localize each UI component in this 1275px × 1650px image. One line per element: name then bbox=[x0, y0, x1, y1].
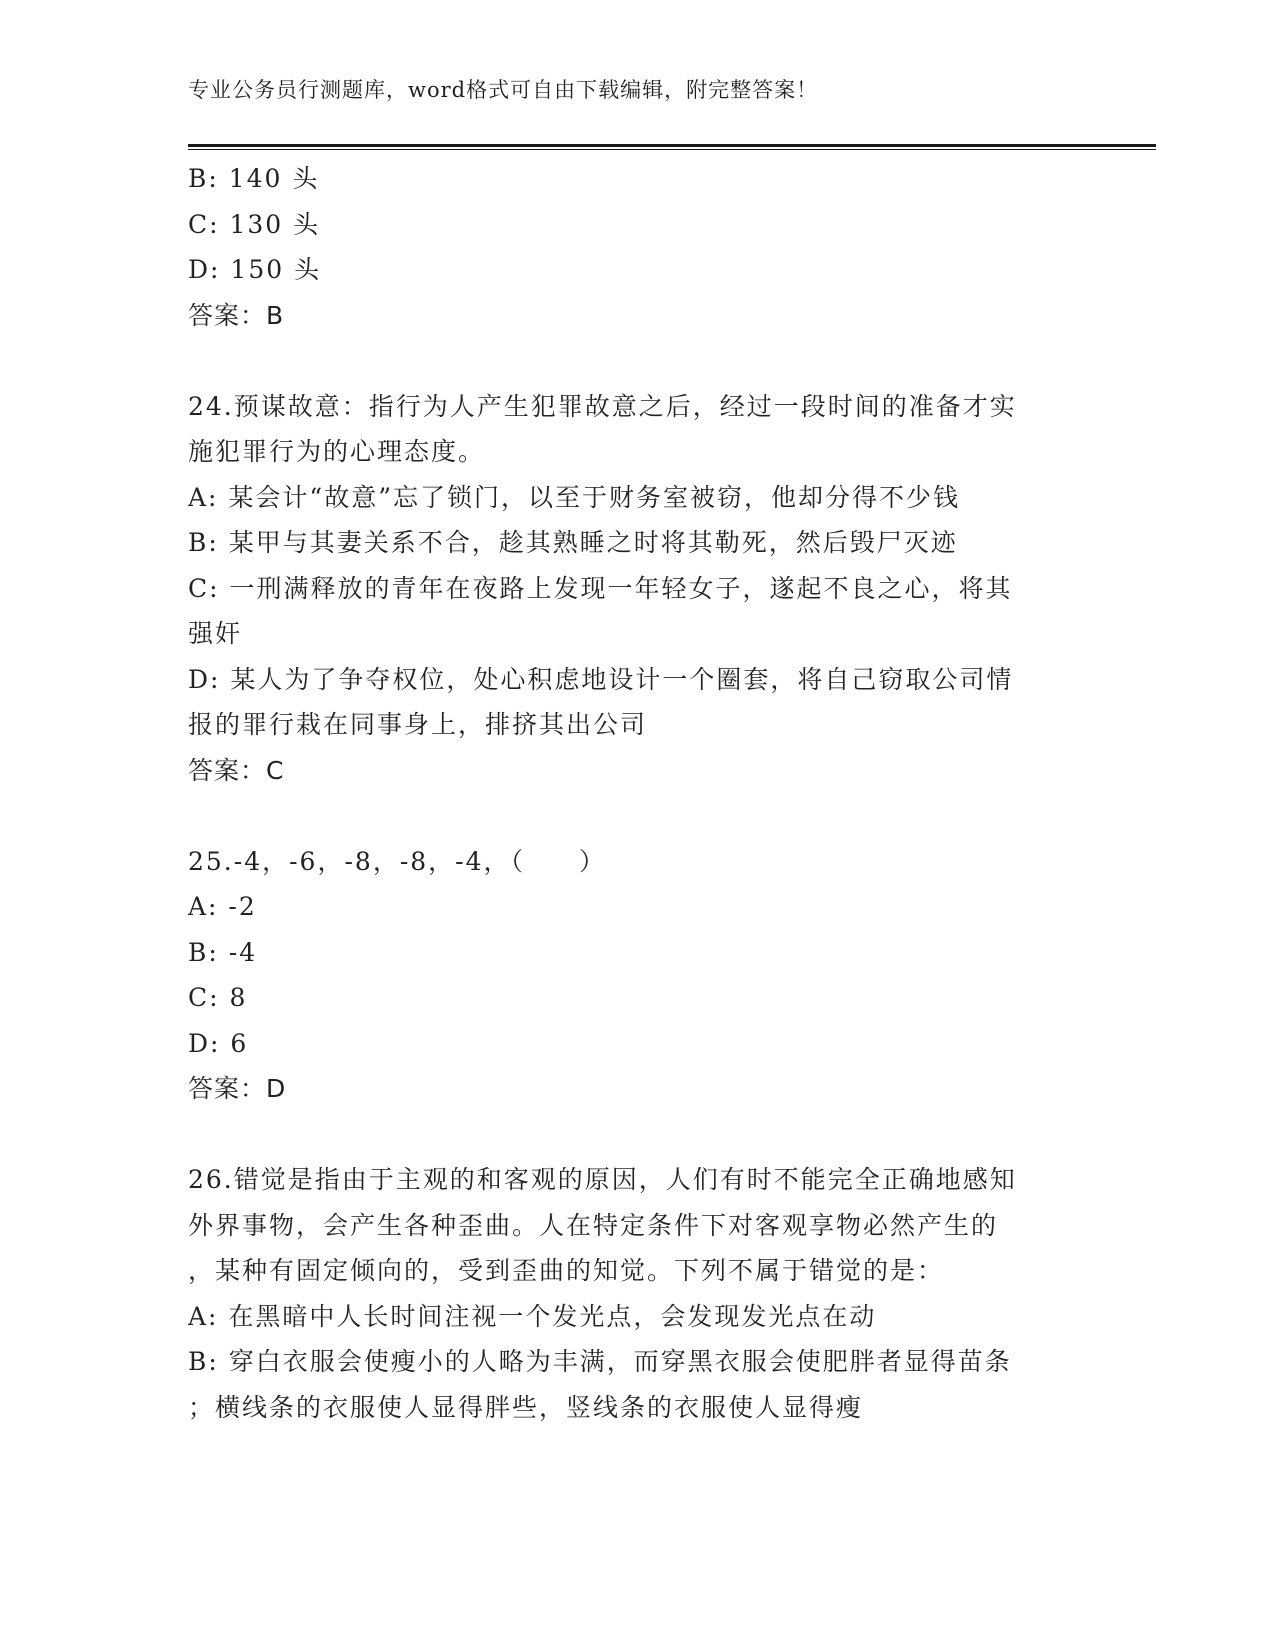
q24-option-b: B: 某甲与其妻关系不合，趁其熟睡之时将其勒死，然后毁尸灭迹 bbox=[188, 528, 958, 557]
q26-option-b: B: 穿白衣服会使瘦小的人略为丰满，而穿黑衣服会使肥胖者显得苗条 bbox=[188, 1347, 1012, 1376]
q26-stem-line-1: 26.错觉是指由于主观的和客观的原因，人们有时不能完全正确地感知 bbox=[188, 1165, 1017, 1194]
q24-answer: 答案：C bbox=[188, 755, 285, 785]
header-rule-thin bbox=[188, 149, 1156, 150]
q26-stem-line-2: 外界事物，会产生各种歪曲。人在特定条件下对客观享物必然产生的 bbox=[188, 1210, 999, 1240]
question-content bbox=[188, 156, 1088, 1430]
q24-option-c-cont: 强奸 bbox=[188, 619, 243, 648]
q24-option-c: C: 一刑满释放的青年在夜路上发现一年轻女子，遂起不良之心，将其 bbox=[188, 573, 1013, 603]
q23-option-c: C: 130 头 bbox=[188, 209, 321, 239]
q24-stem-line-2: 施犯罪行为的心理态度。 bbox=[188, 437, 486, 466]
spacer bbox=[188, 1112, 1088, 1158]
q25-answer: 答案：D bbox=[188, 1074, 287, 1103]
q25-option-b: B: -4 bbox=[188, 937, 258, 967]
page-header: 专业公务员行测题库，word格式可自由下载编辑，附完整答案！ bbox=[188, 78, 819, 102]
q26-option-a: A: 在黑暗中人长时间注视一个发光点，会发现发光点在动 bbox=[188, 1301, 877, 1331]
q23-option-b: B: 140 头 bbox=[188, 164, 320, 193]
q25-option-a: A: -2 bbox=[188, 892, 257, 921]
q26-option-b-cont: ；横线条的衣服使人显得胖些，竖线条的衣服使人显得瘦 bbox=[188, 1392, 864, 1422]
spacer bbox=[188, 793, 1088, 839]
q24-option-a: A: 某会计“故意”忘了锁门，以至于财务室被窃，他却分得不少钱 bbox=[188, 482, 960, 512]
q24-stem-line-1: 24.预谋故意：指行为人产生犯罪故意之后，经过一段时间的准备才实 bbox=[188, 391, 1017, 421]
q23-answer: 答案：B bbox=[188, 300, 285, 330]
q25-stem: 25.-4，-6，-8，-8，-4，（ ） bbox=[188, 846, 607, 876]
q24-option-d: D: 某人为了争夺权位，处心积虑地设计一个圈套，将自己窃取公司情 bbox=[188, 664, 1014, 694]
spacer bbox=[188, 338, 1088, 384]
q24-option-d-cont: 报的罪行栽在同事身上，排挤其出公司 bbox=[188, 710, 648, 739]
q23-option-d: D: 150 头 bbox=[188, 255, 322, 284]
header-rule-thick bbox=[188, 144, 1156, 147]
q25-option-d: D: 6 bbox=[188, 1028, 249, 1058]
q26-stem-line-3: ，某种有固定倾向的，受到歪曲的知觉。下列不属于错觉的是： bbox=[188, 1256, 945, 1285]
q25-option-c: C: 8 bbox=[188, 983, 248, 1012]
